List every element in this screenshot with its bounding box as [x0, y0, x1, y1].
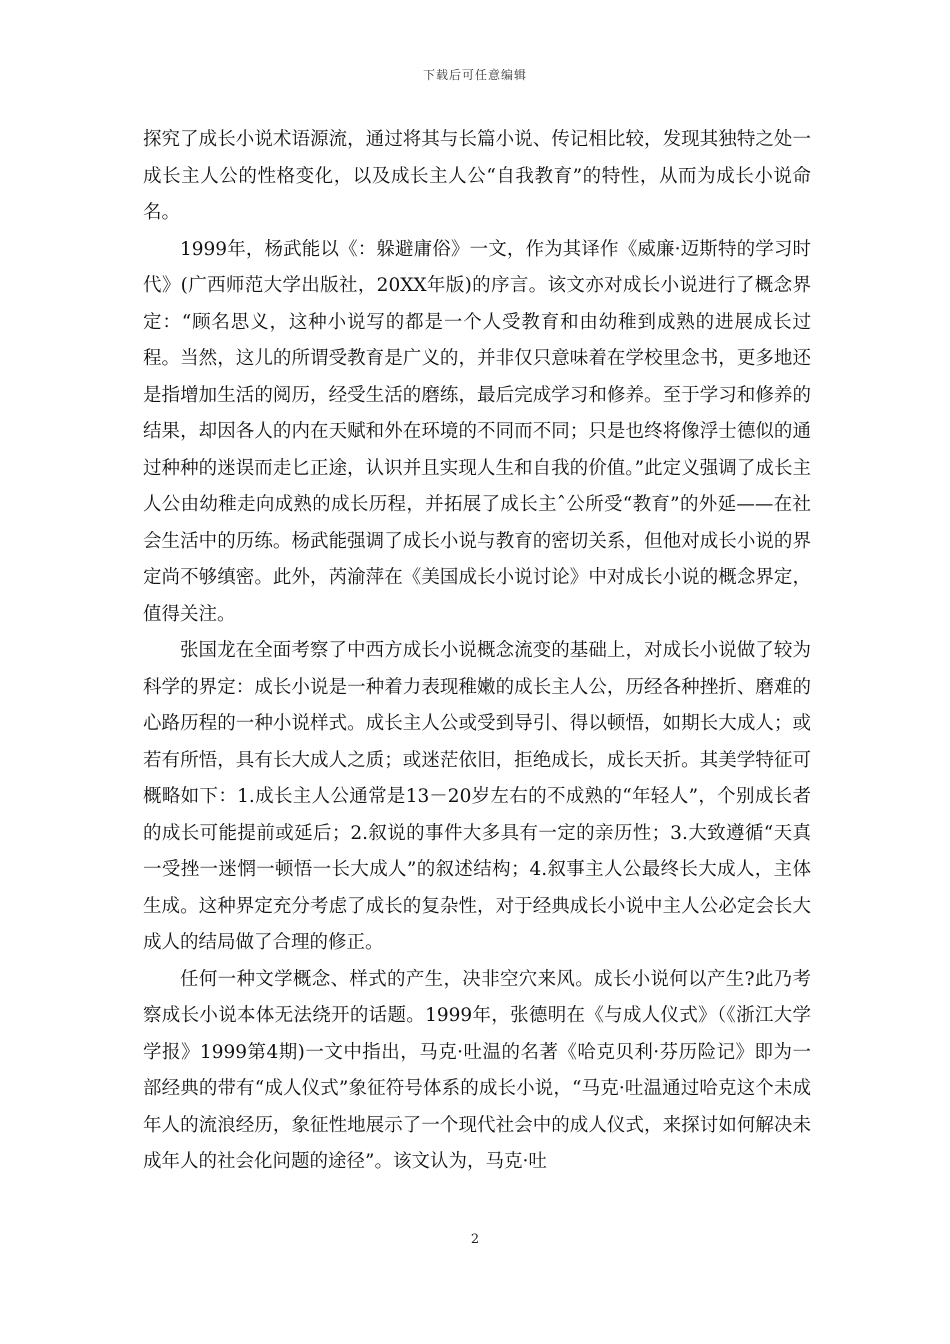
paragraph-4: 任何一种文学概念、样式的产生，决非空穴来风。成长小说何以产生?此乃考察成长小说本体无法绕开的话题。1999年，张德明在《与成人仪式》（《浙江大学学报》1999第4期)一文中指出，马克·吐温的名著《哈克贝利·芬历险记》即为一部经典的带有“成人仪式”象征符号体系的成长小说，“马克·吐温通过哈克这个未成年人的流浪经历，象征性地展示了一个现代社会中的成人仪式，来探讨如何解决未成年人的社会化问题的途径”。该文认为，马克·吐 [143, 968, 811, 1172]
paragraph-1: 探究了成长小说术语源流，通过将其与长篇小说、传记相比较，发现其独特之处一成长主人公的性格变化，以及成长主人公“自我教育”的特性，从而为成长小说命名。 [143, 129, 811, 223]
document-body [143, 122, 811, 1181]
page-number: 2 [470, 1232, 480, 1247]
paragraph-2: 1999年，杨武能以《：躲避庸俗》一文，作为其译作《威廉·迈斯特的学习时代》(广西师范大学出版社，20XX年版)的序言。该文亦对成长小说进行了概念界定：“顾名思义，这种小说写的都是一个人受教育和由幼稚到成熟的进展成长过程。当然，这儿的所谓受教育是广义的，并非仅只意味着在学校里念书，更多地还是指增加生活的阅历，经受生活的磨练，最后完成学习和修养。至于学习和修养的结果，却因各人的内在天赋和外在环境的不同而不同；只是也终将像浮士德似的通过种种的迷误而走匕正途，认识并且实现人生和自我的价值。”此定义强调了成长主人公由幼稚走向成熟的成长历程，并拓展了成长主ˆ公所受“教育”的外延——在社会生活中的历练。杨武能强调了成长小说与教育的密切关系，但他对成长小说的界定尚不够缜密。此外，芮渝萍在《美国成长小说讨论》中对成长小说的概念界定，值得关注。 [143, 238, 811, 625]
paragraph-3: 张国龙在全面考察了中西方成长小说概念流变的基础上，对成长小说做了较为科学的界定：成长小说是一种着力表现稚嫩的成长主人公，历经各种挫折、磨难的心路历程的一种小说样式。成长主人公或受到导引、得以顿悟，如期长大成人；或若有所悟，具有长大成人之质；或迷茫依旧，拒绝成长，成长天折。其美学特征可概略如下：1.成长主人公通常是13－20岁左右的不成熟的“年轻人”，个别成长者的成长可能提前或延后；2.叙说的事件大多具有一定的亲历性；3.大致遵循“天真一受挫一迷惘一顿悟一长大成人”的叙述结构；4.叙事主人公最终长大成人，主体生成。这种界定充分考虑了成长的复杂性，对于经典成长小说中主人公必定会长大成人的结局做了合理的修正。 [143, 640, 811, 953]
page-header: 下载后可任意编辑 [422, 68, 527, 82]
